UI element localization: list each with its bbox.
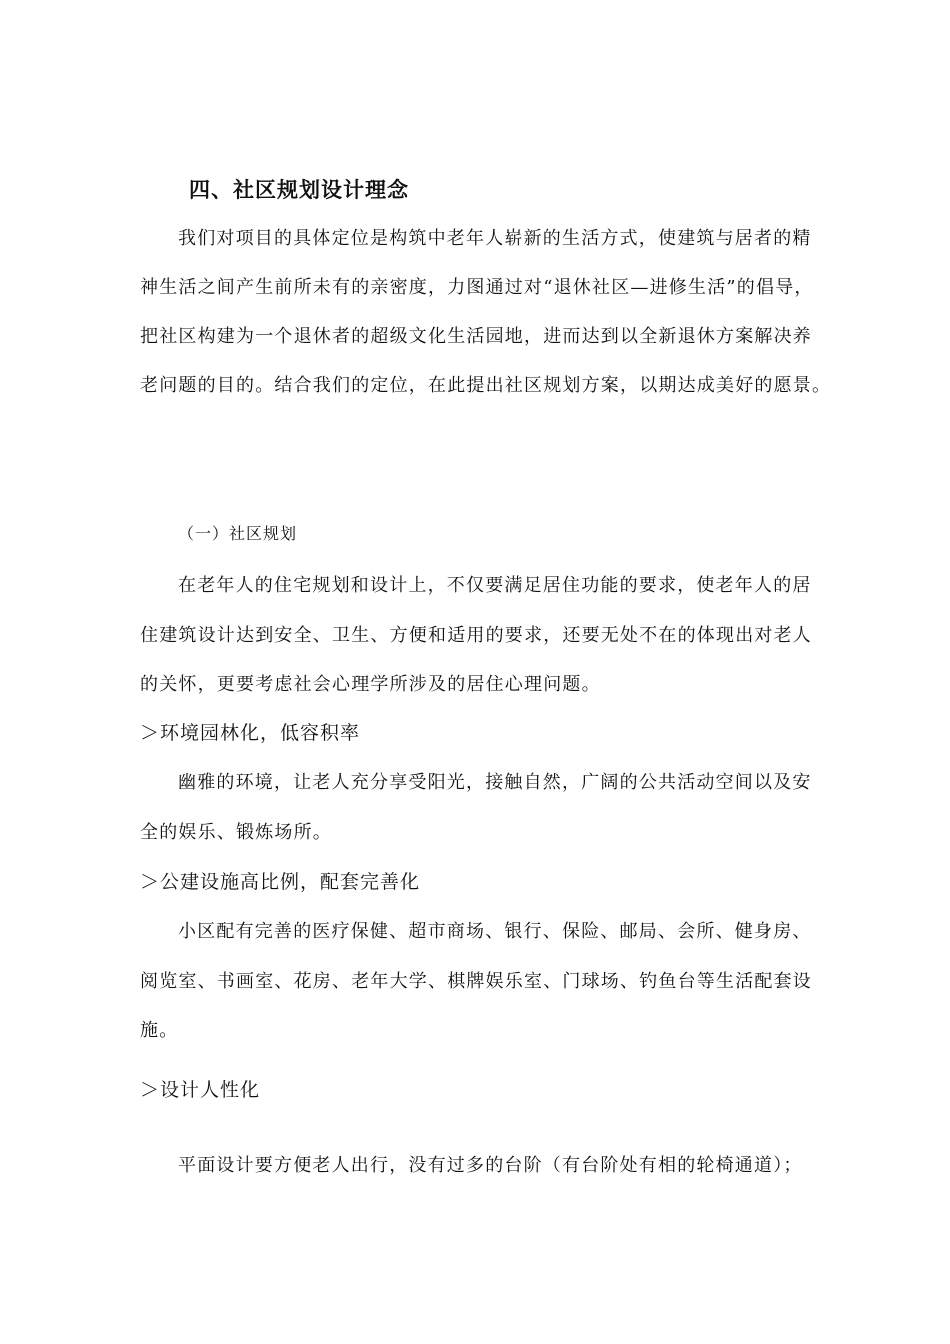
paragraph-line: 住建筑设计达到安全、卫生、方便和适用的要求，还要无处不在的体现出对老人 xyxy=(140,625,812,646)
paragraph-line: 小区配有完善的医疗保健、超市商场、银行、保险、邮局、会所、健身房、 xyxy=(178,921,812,942)
paragraph-line: 阅览室、书画室、花房、老年大学、棋牌娱乐室、门球场、钓鱼台等生活配套设 xyxy=(140,971,812,992)
bullet-heading: ＞公建设施高比例，配套完善化 xyxy=(140,871,421,893)
bullet-heading: ＞环境园林化，低容积率 xyxy=(140,722,361,744)
paragraph-line: 我们对项目的具体定位是构筑中老年人崭新的生活方式，使建筑与居者的精 xyxy=(178,228,812,249)
paragraph-line: 幽雅的环境，让老人充分享受阳光，接触自然，广阔的公共活动空间以及安 xyxy=(178,772,812,793)
paragraph-line: 把社区构建为一个退休者的超级文化生活园地，进而达到以全新退休方案解决养 xyxy=(140,326,812,347)
section-heading: 四、社区规划设计理念 xyxy=(189,178,409,202)
paragraph-line: 的关怀，更要考虑社会心理学所涉及的居住心理问题。 xyxy=(140,674,601,695)
subsection-heading: （一）社区规划 xyxy=(178,524,298,543)
paragraph-line: 平面设计要方便老人出行，没有过多的台阶（有台阶处有相的轮椅通道）； xyxy=(178,1155,803,1176)
paragraph-line: 老问题的目的。结合我们的定位，在此提出社区规划方案，以期达成美好的愿景。 xyxy=(140,375,832,396)
bullet-heading: ＞设计人性化 xyxy=(140,1079,261,1101)
paragraph-line: 施。 xyxy=(140,1020,179,1041)
paragraph-line: 神生活之间产生前所未有的亲密度，力图通过对“退休社区—进修生活”的倡导， xyxy=(140,277,814,298)
paragraph-line: 全的娱乐、锻炼场所。 xyxy=(140,822,332,843)
paragraph-line: 在老年人的住宅规划和设计上，不仅要满足居住功能的要求，使老年人的居 xyxy=(178,575,812,596)
